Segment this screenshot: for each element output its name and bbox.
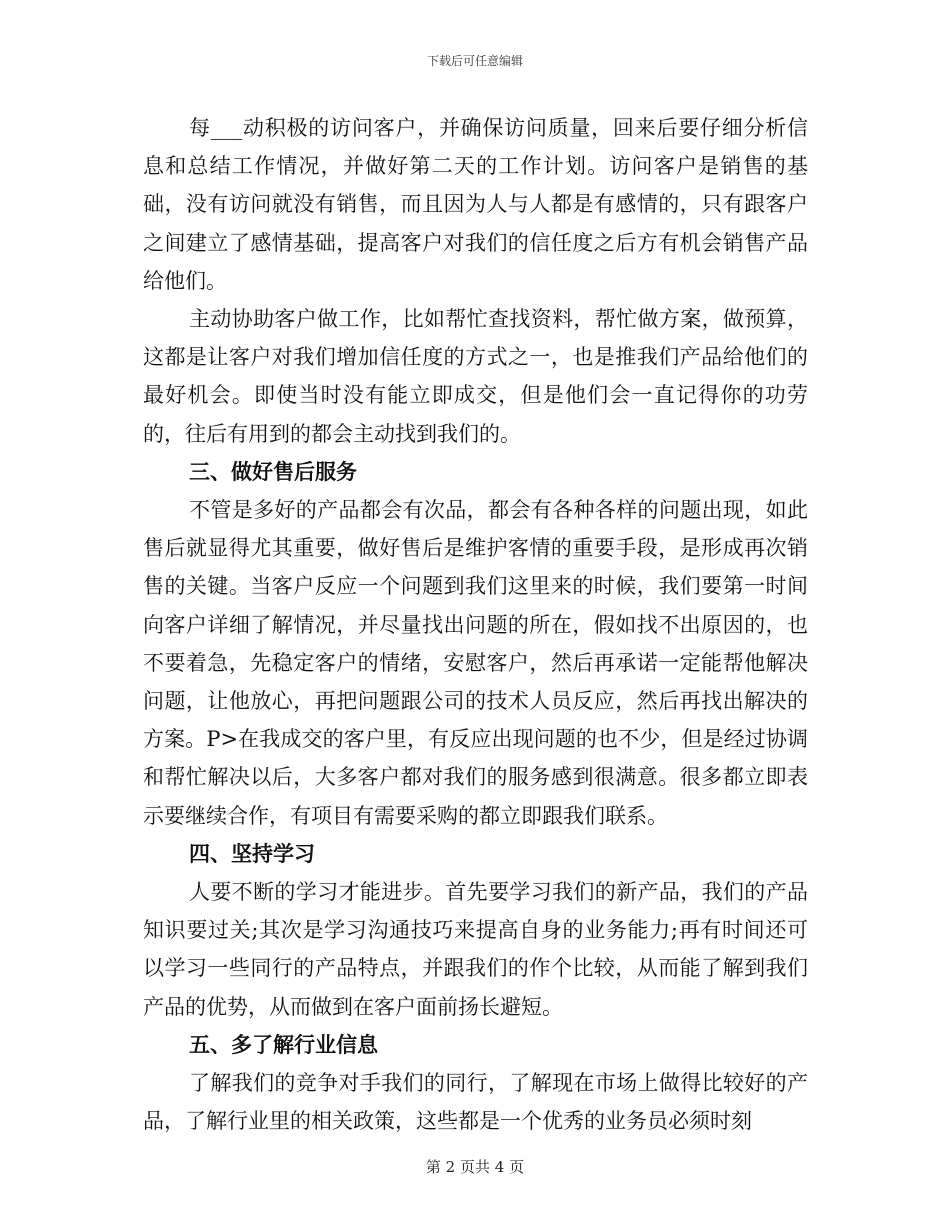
section-heading-industry-info: 五、多了解行业信息 — [189, 1031, 378, 1057]
paragraph-assist-customers: 主动协助客户做工作，比如帮忙查找资料，帮忙做方案，做预算，这都是让客户对我们增加信任度的方式之一，也是推我们产品给他们的最好机会。即使当时没有能立即成交，但是他们会一直记得你的功劳的，往后有用到的都会主动找到我们的。 — [143, 307, 808, 446]
document-body — [143, 109, 808, 1140]
paragraph-keep-learning: 人要不断的学习才能进步。首先要学习我们的新产品，我们的产品知识要过关;其次是学习沟通技巧来提高自身的业务能力;再有时间还可以学习一些同行的产品特点，并跟我们的作个比较，从而能了解到我们产品的优势，从而做到在客户面前扬长避短。 — [143, 880, 808, 1019]
page-header: 下载后可任意编辑 — [426, 54, 523, 68]
section-heading-after-sales: 三、做好售后服务 — [189, 458, 357, 484]
paragraph-industry-info: 了解我们的竞争对手我们的同行，了解现在市场上做得比较好的产品，了解行业里的相关政策，这些都是一个优秀的业务员必须时刻 — [143, 1071, 808, 1134]
paragraph-visit-customers: 每___动积极的访问客户，并确保访问质量，回来后要仔细分析信息和总结工作情况，并做好第二天的工作计划。访问客户是销售的基础，没有访问就没有销售，而且因为人与人都是有感情的，只有跟客户之间建立了感情基础，提高客户对我们的信任度之后方有机会销售产品给他们。 — [143, 116, 808, 293]
paragraph-after-sales: 不管是多好的产品都会有次品，都会有各种各样的问题出现，如此售后就显得尤其重要，做好售后是维护客情的重要手段，是形成再次销售的关键。当客户反应一个问题到我们这里来的时候，我们要第一时间向客户详细了解情况，并尽量找出问题的所在，假如找不出原因的，也不要着急，先稳定客户的情绪，安慰客户，然后再承诺一定能帮他解决问题，让他放心，再把问题跟公司的技术人员反应，然后再找出解决的方案。P>在我成交的客户里，有反应出现问题的也不少，但是经过协调和帮忙解决以后，大多客户都对我们的服务感到很满意。很多都立即表示要继续合作，有项目有需要采购的都立即跟我们联系。 — [143, 498, 808, 828]
page-number: 第 2 页共 4 页 — [425, 1158, 525, 1176]
section-heading-keep-learning: 四、坚持学习 — [189, 840, 315, 866]
